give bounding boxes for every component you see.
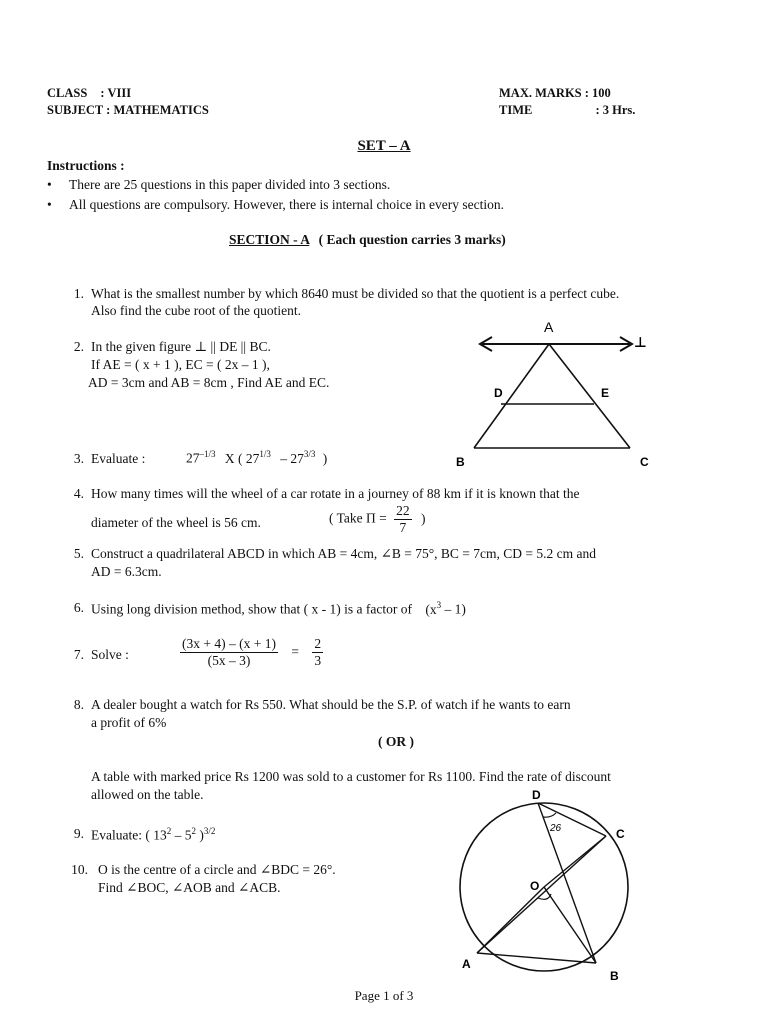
question-text: Evaluate : [91,451,146,466]
marks-label: MAX. MARKS : [499,86,589,100]
label-e: E [601,386,610,400]
or-label: ( OR ) [378,734,414,749]
question-number: 10. [71,862,88,877]
question-number: 7. [73,647,84,662]
question-number: 6. [73,600,84,615]
class-value: : VIII [100,86,132,100]
question-number: 4. [73,486,84,501]
fraction-denominator: (5x – 3) [207,653,251,668]
question-number: 3. [73,451,84,466]
fraction-denominator: 7 [399,520,407,535]
q9-exponent: 2 [166,826,172,836]
lhs-fraction [180,636,278,669]
expr-part: ) [322,450,328,466]
q6-expr-end: – 1) [441,601,466,617]
chord-ab [477,953,596,963]
triangle-figure [456,316,670,476]
class-label [47,86,131,101]
label-d: D [532,788,541,802]
close-paren: ) [421,510,426,526]
question-text: AD = 3cm and AB = 8cm , Find AE and EC. [88,375,330,390]
fraction-denominator: 3 [314,653,322,668]
expr-exponent: 3/3 [303,449,316,459]
marks-value: 100 [592,86,611,100]
circle-figure [450,786,640,982]
take-pi [329,503,426,536]
question-number: 8. [73,697,84,712]
instruction-item: • There are 25 questions in this paper divided into 3 sections. [69,177,390,193]
label-c: C [640,455,649,469]
question-text: Construct a quadrilateral ABCD in which AB = 4cm, ∠B = 75°, BC = 7cm, CD = 5.2 cm and [91,546,596,561]
q6-text: Using long division method, show that ( x - 1) is a factor of [91,601,412,617]
page-number: Page 1 of 3 [354,988,414,1003]
expr-exponent: –1/3 [199,449,216,459]
subject-label-text: SUBJECT : [47,103,111,117]
radius-ob [544,887,596,963]
question-text [91,600,466,618]
question-text: O is the centre of a circle and ∠BDC = 26°. [98,862,336,877]
time-label: TIME [499,103,533,117]
label-l: ⊥ [634,334,647,350]
subject-label [47,103,209,118]
angle-arc-d [543,813,556,817]
label-a: A [544,319,554,335]
q9-exponent: 3/2 [203,826,216,836]
q9-close: ) [195,827,204,843]
expression [186,449,327,467]
q6-exponent: 3 [436,600,442,610]
question-text: What is the smallest number by which 8640 must be divided so that the quotient is a perfect cube. [91,286,620,301]
time-value: : 3 Hrs. [595,103,636,117]
pi-fraction [394,503,412,536]
section-note: ( Each question carries 3 marks) [318,232,506,247]
question-text: AD = 6.3cm. [91,564,162,579]
question-text: diameter of the wheel is 56 cm. [91,515,261,530]
question-text: A table with marked price Rs 1200 was sold to a customer for Rs 1100. Find the rate of discount [91,769,611,784]
question-text: allowed on the table. [91,787,204,802]
question-text: Solve : [91,647,129,662]
label-a: A [462,957,471,971]
label-o: O [530,879,540,893]
expr-exponent: 1/3 [259,449,271,459]
equation [180,636,323,669]
question-text [91,826,215,844]
question-text: If AE = ( x + 1 ), EC = ( 2x – 1 ), [91,357,270,372]
instructions-title: Instructions : [47,158,125,173]
expr-part: 27 [186,450,200,466]
equals-sign: = [291,643,299,659]
angle-label: 26 [550,823,562,834]
expr-part: X ( 27 [224,450,260,466]
q6-expr: (x [425,601,437,617]
radius-oa [477,887,544,953]
question-number: 5. [73,546,84,561]
label-d: D [494,386,503,400]
question-number: 9. [73,826,84,841]
question-text: A dealer bought a watch for Rs 550. What should be the S.P. of watch if he wants to earn [91,697,571,712]
section-heading [229,232,506,248]
fraction-numerator: 2 [314,636,322,651]
fraction-numerator: (3x + 4) – (x + 1) [182,636,276,651]
expr-part: – 27 [280,450,304,466]
section-name: SECTION - A [229,232,310,247]
question-text: In the given figure ⊥ || DE || BC. [91,339,271,354]
q9-exponent: 2 [191,826,196,836]
side-ac [549,344,630,448]
rhs-fraction [312,636,323,669]
set-title: SET – A [357,138,411,154]
q9-text: Evaluate: ( 13 [91,827,167,843]
max-marks [499,86,611,101]
take-text: ( Take Π = [329,510,387,526]
time [499,103,635,118]
question-text: Also find the cube root of the quotient. [91,303,301,318]
instruction-item: • All questions are compulsory. However, there is internal choice in every section. [69,197,504,213]
subject-value: MATHEMATICS [113,103,209,117]
label-b: B [610,969,619,983]
question-number: 2. [73,339,84,354]
question-text: How many times will the wheel of a car rotate in a journey of 88 km if it is known that the [91,486,580,501]
question-text: Find ∠BOC, ∠AOB and ∠ACB. [98,880,281,895]
class-label-text: CLASS [47,86,88,100]
fraction-numerator: 22 [396,503,410,518]
question-text: a profit of 6% [91,715,167,730]
question-number: 1. [73,286,84,301]
label-c: C [616,827,625,841]
q9-mid: – 5 [171,827,192,843]
side-ab [474,344,549,448]
label-b: B [456,455,465,469]
